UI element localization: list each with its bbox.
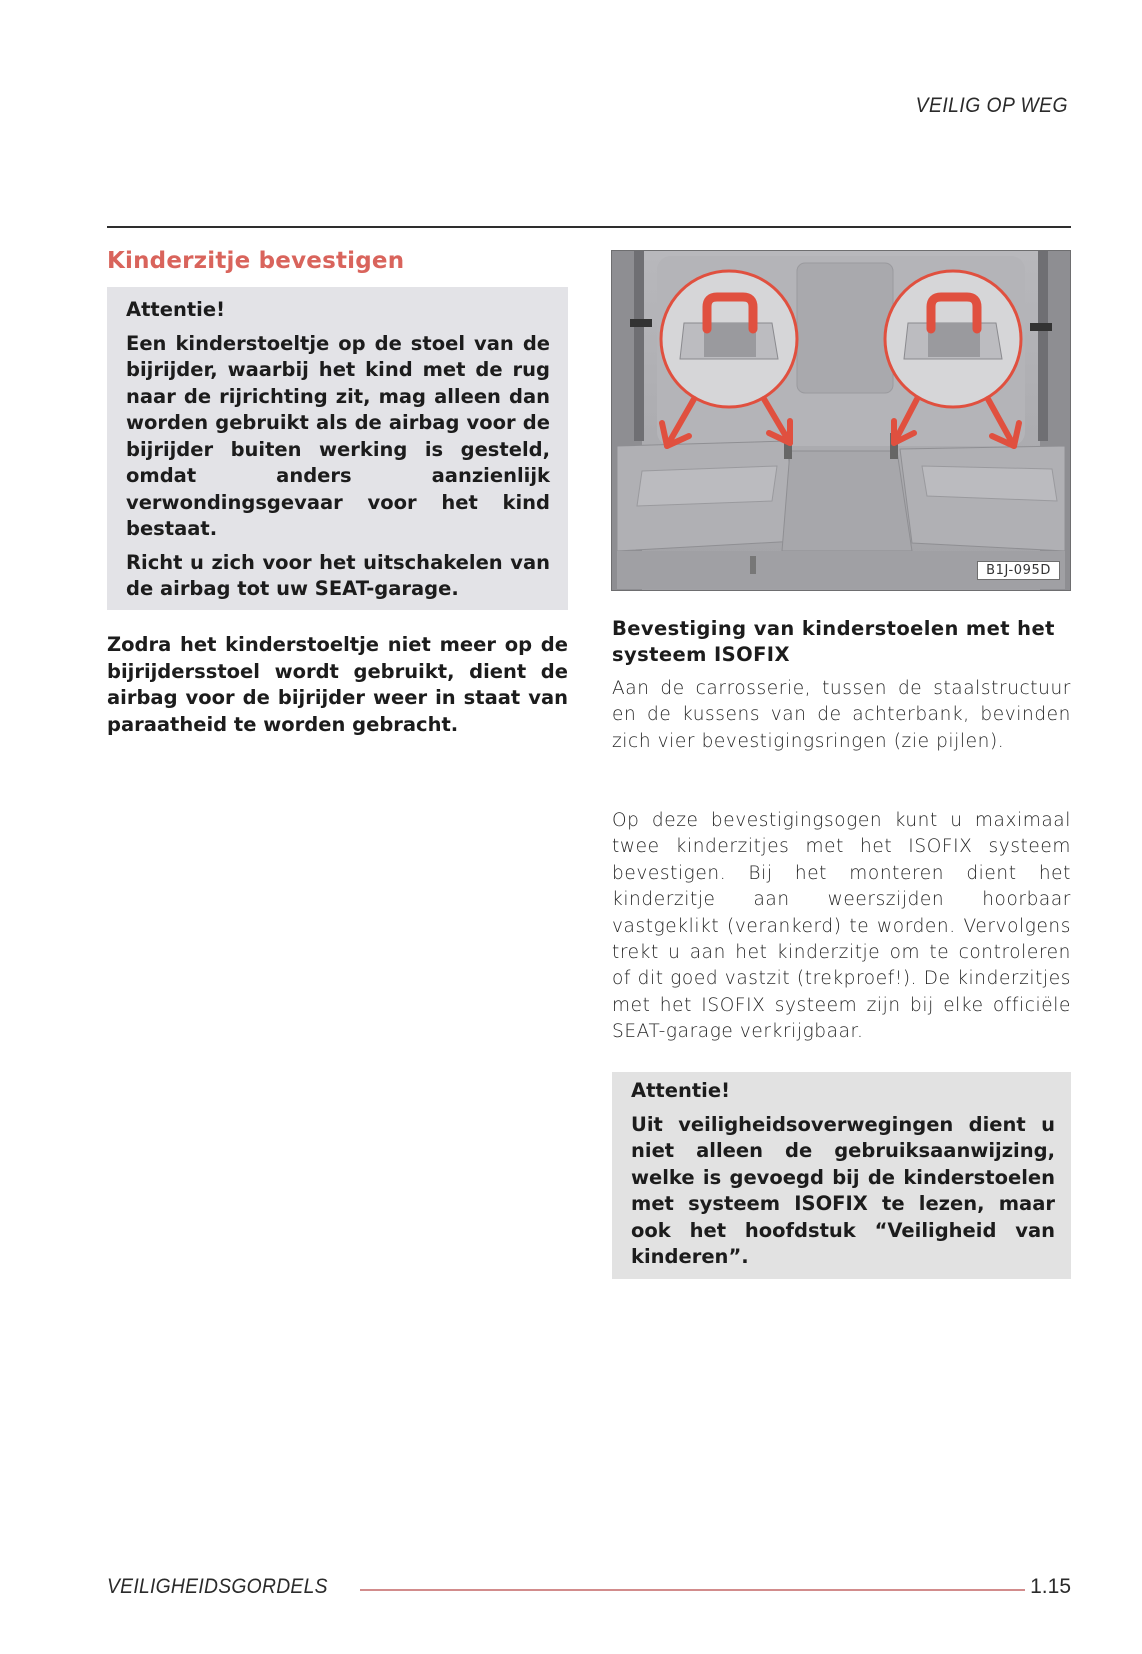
warning-content [126, 297, 550, 610]
section-title: Kinderzitje bevestigen [107, 248, 405, 274]
isofix-subheading: Bevestiging van kinderstoelen met het systeem ISOFIX [612, 617, 1055, 666]
warning-paragraph: Uit veiligheidsoverwegingen dient u niet alleen de gebruiksaanwijzing, welke is gevoegd bij de kinderstoelen met systeem ISOFIX te lezen, maar ook het hoofdstuk “Veiligheid van kinderen”. [631, 1112, 1055, 1268]
warning-box-airbag [107, 287, 568, 610]
top-divider [107, 226, 1071, 228]
rear-seat-illustration [612, 251, 1070, 590]
isofix-figure [611, 250, 1071, 591]
warning-paragraph: Richt u zich voor het uitschakelen van de airbag tot uw SEAT-garage. [126, 550, 550, 600]
body-paragraph: Op deze bevestigingsogen kunt u maximaal twee kinderzitjes met het ISOFIX systeem bevestigen. Bij het monteren dient het kinderzitje aan weerszijden hoorbaar vastgeklikt (verankerd) te worden. Vervolgens trekt u aan het kinderzitje om te controleren of dit goed vastzit (trekproef!). De kinderzitjes met het ISOFIX systeem zijn bij elke officiële SEAT-garage verkrijgbaar. [612, 810, 1071, 1043]
running-head: VEILIG OP WEG [915, 94, 1068, 117]
figure-label: B1J-095D [977, 561, 1060, 580]
warning-box-isofix [612, 1072, 1071, 1279]
warning-heading: Attentie! [126, 298, 225, 321]
body-paragraph: Aan de carrosserie, tussen de staalstructuur en de kussens van de achterbank, bevinden zich vier bevestigingsringen (zie pijlen). [612, 678, 1071, 752]
page-number: 1.15 [1030, 1575, 1071, 1598]
warning-paragraph: Een kinderstoeltje op de stoel van de bijrijder, waarbij het kind met de rug naar de rijrichting zit, mag alleen dan worden gebruikt als de airbag voor de bijrijder buiten werking is gesteld, omdat anders aanzienlijk verwondingsgevaar voor het kind bestaat. [126, 331, 550, 540]
airbag-reactivation-paragraph: Zodra het kinderstoeltje niet meer op de bijrijdersstoel wordt gebruikt, dient de airbag voor de bijrijder weer in staat van paraatheid te worden gebracht. [107, 633, 568, 736]
page-footer [107, 1575, 1071, 1605]
footer-divider [360, 1589, 1025, 1591]
footer-chapter: VEILIGHEIDSGORDELS [107, 1575, 328, 1598]
warning-heading: Attentie! [631, 1079, 730, 1102]
warning-content [631, 1078, 1055, 1278]
